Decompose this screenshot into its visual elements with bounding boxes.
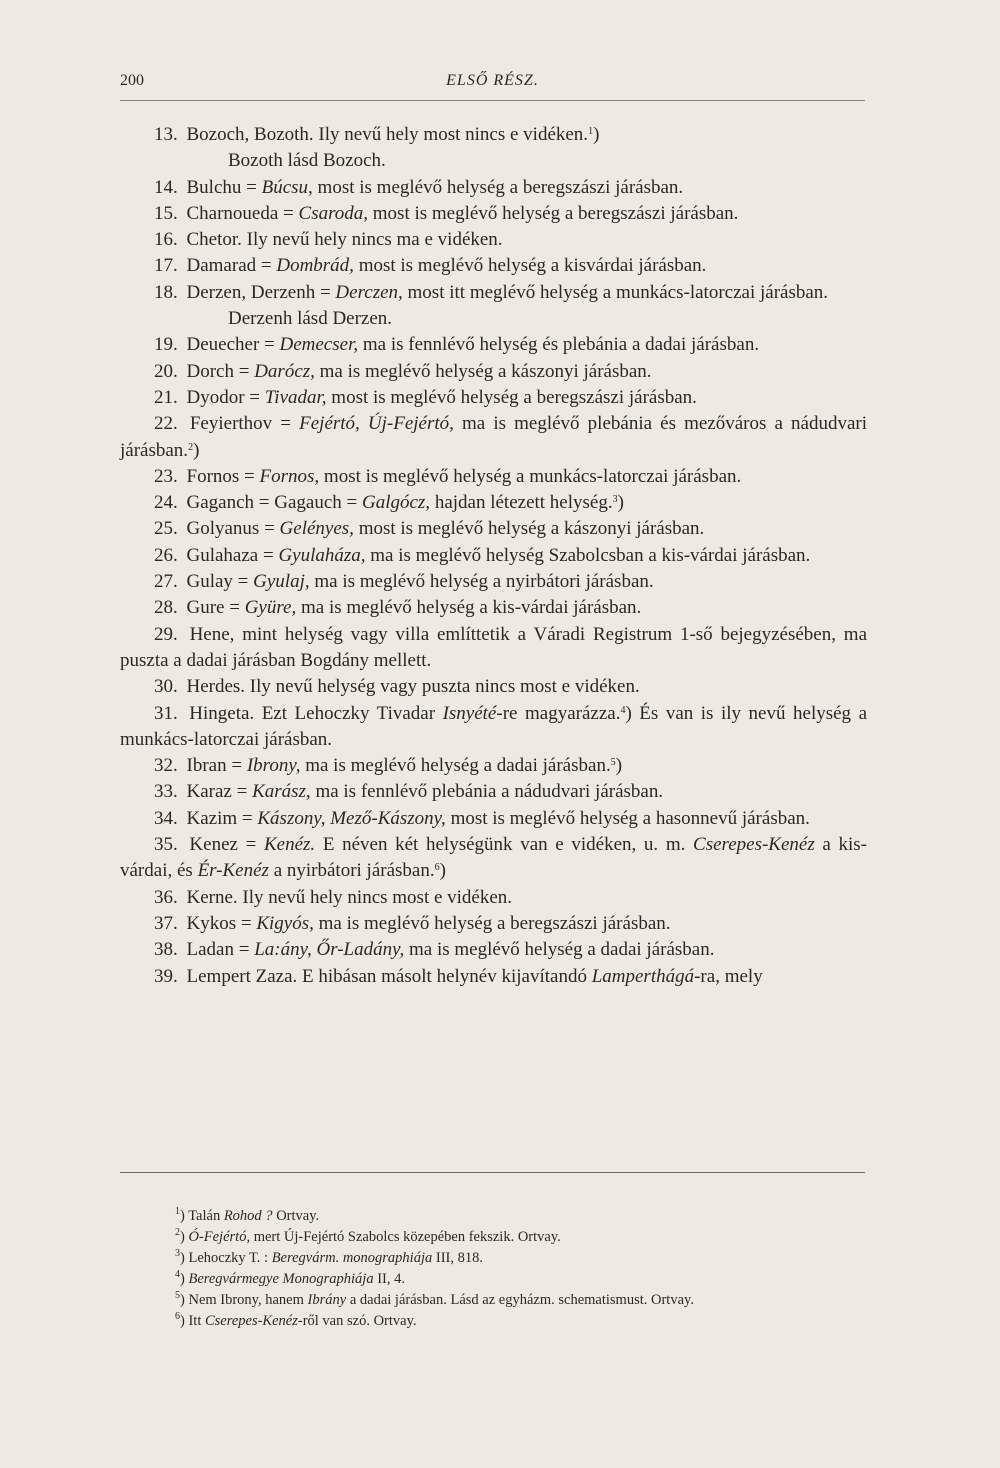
text-segment: -re magyarázza. [496, 702, 621, 724]
list-entry [120, 227, 867, 253]
list-entry [120, 937, 867, 963]
text-segment: Dyodor = [186, 386, 265, 408]
list-entry [120, 779, 867, 805]
footnote [175, 1290, 875, 1311]
text-segment: ) [439, 860, 446, 882]
page-header [120, 72, 865, 98]
text-segment: ma is meglévő helység a beregszászi járásban. [313, 912, 671, 934]
footnotes [175, 1206, 875, 1332]
footnote-mark-paren: ) [180, 1208, 189, 1224]
italic-text: Cserepes-Kenéz [204, 1313, 298, 1329]
text-segment: ) [617, 492, 624, 514]
text-segment: Gulay = [186, 571, 254, 593]
text-segment: III, 818. [432, 1250, 483, 1266]
entry-number: 25. [154, 518, 183, 540]
italic-text: Gyulaj, [253, 571, 310, 593]
text-segment: Derzenh lásd Derzen. [228, 308, 393, 330]
text-segment: Kazim = [186, 807, 258, 829]
text-segment: Golyanus = [186, 518, 280, 540]
entry-number: 29. [154, 623, 186, 645]
text-segment: Damarad = [186, 255, 277, 277]
footnote-rule [120, 1172, 865, 1173]
italic-text: Kászony, Mező-Kászony, [257, 807, 446, 829]
italic-text: Ó-Fejértó, [188, 1229, 251, 1245]
entry-number: 21. [154, 386, 183, 408]
list-entry [120, 543, 867, 569]
list-entry [120, 385, 867, 411]
italic-text: Darócz, [254, 360, 315, 382]
italic-text: Ibrony, [246, 755, 301, 777]
footnote-mark-paren: ) [180, 1229, 189, 1245]
italic-text: Csaroda, [298, 202, 369, 224]
italic-text: Fornos, [259, 465, 320, 487]
footnote-ref: 5 [610, 757, 616, 769]
entry-number: 32. [154, 755, 183, 777]
entry-number: 16. [154, 229, 183, 251]
italic-text: Galgócz, [361, 492, 431, 514]
entry-number: 37. [154, 912, 183, 934]
entry-number: 23. [154, 465, 183, 487]
list-entry [120, 595, 867, 621]
text-segment: ma is meglévő helység a dadai járásban. [300, 755, 611, 777]
entry-number: 22. [154, 413, 186, 435]
footnote-ref: 2 [188, 441, 194, 453]
list-entry [120, 964, 867, 990]
italic-text: Ibrány [307, 1292, 347, 1308]
italic-text: Demecser, [279, 334, 359, 356]
entry-number: 19. [154, 334, 183, 356]
text-segment: Kykos = [186, 912, 257, 934]
text-segment: Bulchu = [186, 176, 262, 198]
text-segment: -ről van szó. Ortvay. [297, 1313, 417, 1329]
text-segment: Fornos = [186, 465, 260, 487]
list-entry [120, 674, 867, 700]
text-segment: ma is meglévő plebánia és mezőváros a nádudvari járásban. [120, 413, 867, 461]
italic-text: La:ány, Őr-Ladány, [254, 939, 405, 961]
entry-number: 31. [154, 702, 186, 724]
footnote-mark-paren: ) [180, 1250, 189, 1266]
running-head: ELSŐ RÉSZ. [446, 72, 539, 89]
italic-text: Karász, [252, 781, 311, 803]
entry-number: 27. [154, 571, 183, 593]
list-entry [120, 359, 867, 385]
entry-number: 13. [154, 124, 183, 145]
entry-number: 26. [154, 544, 183, 566]
text-segment: most is meglévő helység a kisvárdai járásban. [353, 255, 707, 277]
list-entry [120, 122, 867, 148]
entry-number: 33. [154, 781, 183, 803]
entry-number: 34. [154, 807, 183, 829]
text-segment: ma is meglévő helység a kászonyi járásban. [314, 360, 652, 382]
text-segment: Gure = [186, 597, 245, 619]
entry-number: 20. [154, 360, 183, 382]
text-segment: most is meglévő helység a hasonnevű járásban. [445, 807, 810, 829]
italic-text: Derczen, [335, 281, 403, 303]
text-segment: ma is fennlévő plebánia a nádudvari járásban. [310, 781, 664, 803]
text-segment: most is meglévő helység a beregszászi járásban. [326, 386, 697, 408]
list-entry [120, 253, 867, 279]
italic-text: Lamperthágá [591, 965, 695, 987]
text-segment: most is meglévő helység a beregszászi járásban. [312, 176, 684, 198]
list-entry [120, 464, 867, 490]
text-segment: Hene, mint helység vagy villa említtetik a Váradi Registrum 1-ső bejegyzésében, ma puszta a dadai járásban Bogdány mellett. [120, 623, 868, 671]
text-segment: Ibran = [186, 755, 247, 777]
text-segment: Ladan = [186, 939, 255, 961]
list-entry [120, 280, 867, 306]
italic-text: Gyüre, [244, 597, 297, 619]
text-segment: Charnoueda = [186, 202, 299, 224]
entry-number: 38. [154, 939, 183, 961]
entry-number: 24. [154, 492, 183, 514]
footnote-mark-paren: ) [180, 1313, 189, 1329]
text-segment: Hingeta. Ezt Lehoczky Tivadar [189, 702, 443, 724]
list-entry [120, 569, 867, 595]
text-segment: Itt [188, 1313, 205, 1329]
list-entry [120, 753, 867, 779]
text-segment: -ra, mely [694, 965, 763, 987]
main-text [120, 122, 867, 990]
text-segment: a kis-várdai, és [120, 834, 868, 882]
footnote-ref: 6 [434, 862, 440, 874]
text-segment: Chetor. Ily nevű hely nincs ma e vidéken. [186, 229, 503, 251]
text-segment: Lehoczky T. : [188, 1250, 272, 1266]
list-entry [120, 490, 867, 516]
italic-text: Gelényes, [279, 518, 354, 540]
text-segment: ma is meglévő helység a kis-várdai járásban. [296, 597, 642, 619]
text-segment: Lempert Zaza. E hibásan másolt helynév kijavítandó [186, 965, 592, 987]
text-segment: ma is fennlévő helység és plebánia a dadai járásban. [358, 334, 760, 356]
footnote-ref: 3 [612, 494, 618, 506]
footnote-mark: 6 [175, 1311, 180, 1322]
text-segment: II, 4. [373, 1271, 405, 1287]
text-segment: E néven két helységünk van e vidéken, u. m. [315, 834, 694, 856]
list-entry [120, 516, 867, 542]
text-segment: Ortvay. [272, 1208, 320, 1224]
italic-text: Búcsu, [261, 176, 313, 198]
italic-text: Dombrád, [276, 255, 354, 277]
text-segment: most is meglévő helység a kászonyi járásban. [353, 518, 705, 540]
list-entry [120, 911, 867, 937]
footnote-mark: 3 [175, 1248, 180, 1259]
list-entry [120, 885, 867, 911]
text-segment: a nyirbátori járásban. [268, 860, 435, 882]
list-entry [120, 806, 867, 832]
text-segment: Karaz = [186, 781, 253, 803]
italic-text: Cserepes-Kenéz [693, 834, 815, 856]
text-segment: Gaganch = Gagauch = [186, 492, 362, 514]
text-segment: Bozoch, Bozoth. Ily nevű hely most nincs e vidéken. [186, 124, 589, 145]
italic-text: Rohod ? [223, 1208, 273, 1224]
footnote-mark: 4 [175, 1269, 180, 1280]
text-segment: Gulahaza = [186, 544, 279, 566]
entry-number: 39. [154, 965, 183, 987]
text-segment: Herdes. Ily nevű helység vagy puszta nincs most e vidéken. [186, 676, 640, 698]
text-segment: ) És van is ily nevű helység a munkács-latorczai járásban. [120, 702, 868, 750]
footnote-ref: 4 [620, 704, 626, 716]
italic-text: Beregvárm. monographiája [271, 1250, 433, 1266]
text-segment: most is meglévő helység a beregszászi járásban. [368, 202, 739, 224]
text-segment: ma is meglévő helység a dadai járásban. [404, 939, 715, 961]
text-segment: ma is meglévő helység a nyirbátori járásban. [309, 571, 654, 593]
footnote-mark-paren: ) [180, 1271, 189, 1287]
text-segment: most itt meglévő helység a munkács-latorczai járásban. [402, 281, 829, 303]
text-segment: ) [593, 124, 600, 145]
text-segment: Feyierthov = [189, 413, 300, 435]
list-entry [120, 201, 867, 227]
text-segment: Talán [188, 1208, 224, 1224]
cross-reference-line [120, 148, 867, 174]
text-segment: hajdan létezett helység. [430, 492, 613, 514]
list-entry [120, 832, 867, 885]
footnote-mark: 2 [175, 1227, 180, 1238]
text-segment: a dadai járásban. Lásd az egyházm. schematismust. Ortvay. [346, 1292, 694, 1308]
text-segment: ) [193, 439, 200, 461]
footnote [175, 1311, 875, 1332]
entry-number: 30. [154, 676, 183, 698]
cross-reference-line [120, 306, 867, 332]
entry-number: 18. [154, 281, 183, 303]
text-segment: ma is meglévő helység Szabolcsban a kis-várdai járásban. [365, 544, 811, 566]
italic-text: Kigyós, [256, 912, 314, 934]
footnote-mark: 1 [175, 1206, 180, 1217]
italic-text: Ér-Kenéz [197, 860, 269, 882]
page-number: 200 [120, 72, 144, 89]
entry-number: 14. [154, 176, 183, 198]
list-entry [120, 622, 867, 675]
text-segment: Kenez = [189, 834, 264, 856]
italic-text: Beregvármegye Monographiája [188, 1271, 374, 1287]
entry-number: 15. [154, 202, 183, 224]
italic-text: Kenéz. [263, 834, 316, 856]
entry-number: 28. [154, 597, 183, 619]
list-entry [120, 701, 867, 754]
italic-text: Fejértó, Új-Fejértó, [299, 413, 454, 435]
footnote-ref: 1 [588, 126, 594, 137]
footnote [175, 1206, 875, 1227]
text-segment: Nem Ibrony, hanem [188, 1292, 308, 1308]
entry-number: 36. [154, 886, 183, 908]
text-segment: mert Új-Fejértó Szabolcs közepében fekszik. Ortvay. [250, 1229, 561, 1245]
italic-text: Gyulaháza, [278, 544, 366, 566]
footnote [175, 1248, 875, 1269]
italic-text: Isnyété [442, 702, 497, 724]
list-entry [120, 175, 867, 201]
entry-number: 35. [154, 834, 186, 856]
list-entry [120, 332, 867, 358]
entry-number: 17. [154, 255, 183, 277]
text-segment: Deuecher = [186, 334, 280, 356]
footnote-mark-paren: ) [180, 1292, 189, 1308]
text-segment: Dorch = [186, 360, 255, 382]
text-segment: most is meglévő helység a munkács-latorczai járásban. [319, 465, 742, 487]
header-rule [120, 100, 865, 101]
list-entry [120, 411, 867, 464]
footnote [175, 1269, 875, 1290]
footnote-mark: 5 [175, 1290, 180, 1301]
italic-text: Tivadar, [264, 386, 327, 408]
footnote [175, 1227, 875, 1248]
text-segment: Derzen, Derzenh = [186, 281, 336, 303]
text-segment: ) [615, 755, 623, 777]
text-segment: Bozoth lásd Bozoch. [228, 150, 386, 172]
text-segment: Kerne. Ily nevű hely nincs most e vidéken. [186, 886, 513, 908]
